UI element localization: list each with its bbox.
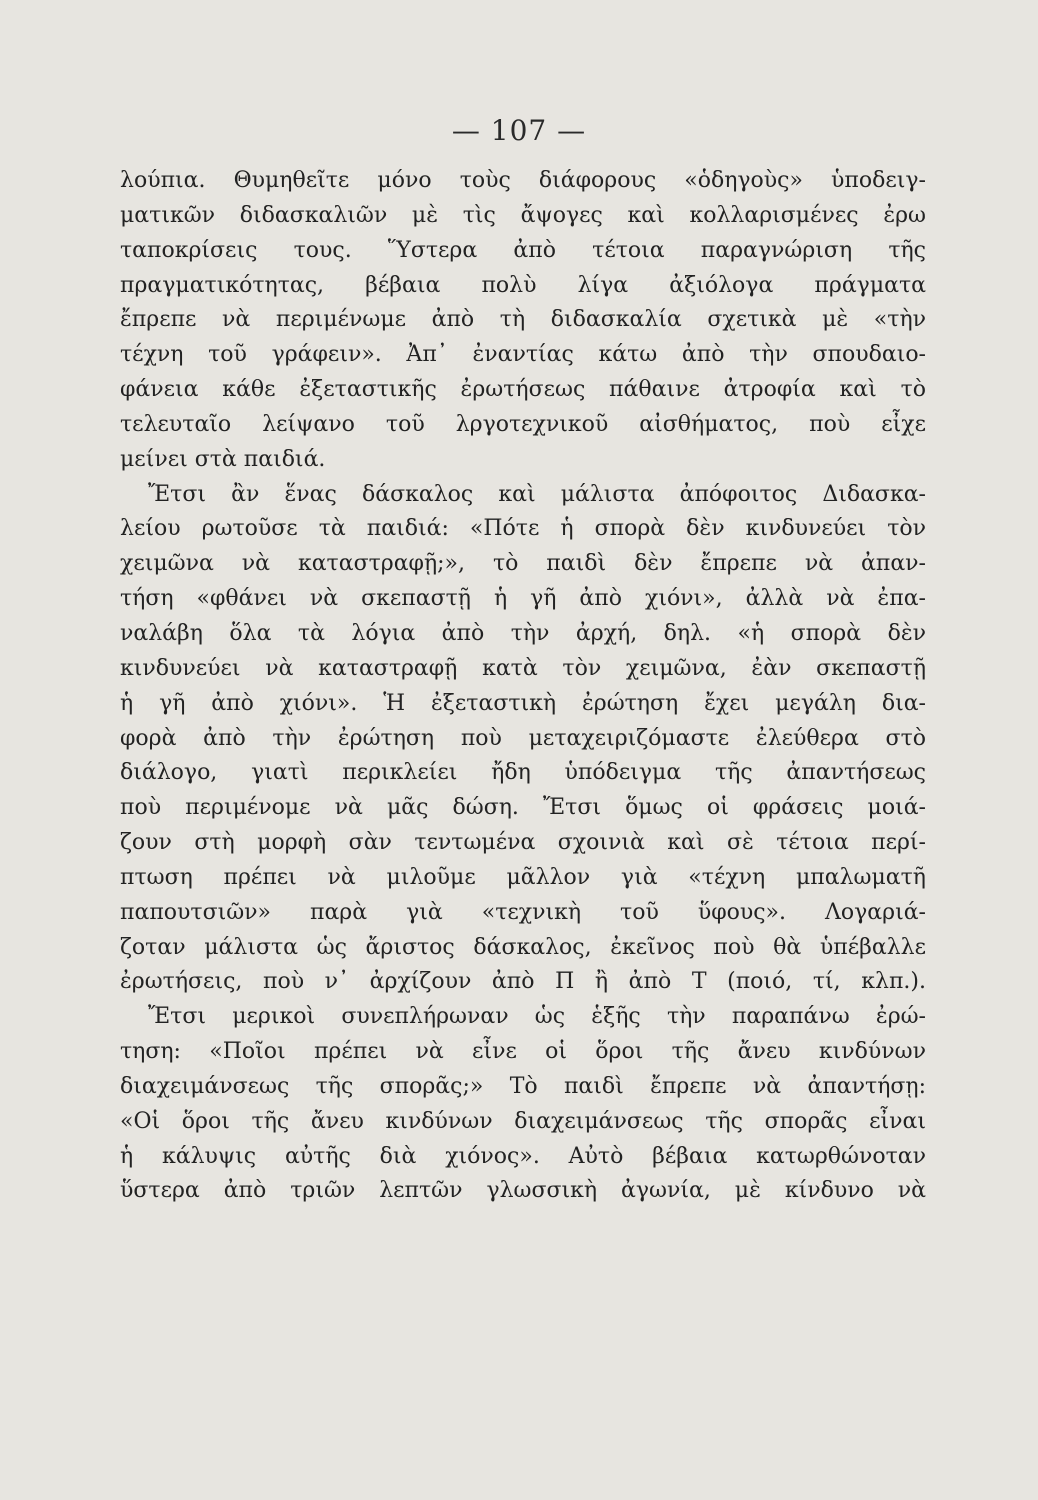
text-line: διαχειμάνσεως τῆς σπορᾶς;» Τὸ παιδὶ ἔπρεπε νὰ ἀπαντήσῃ: <box>120 1073 926 1099</box>
text-line: πτωση πρέπει νὰ μιλοῦμε μᾶλλον γιὰ «τέχνη μπαλωματῆ <box>120 864 926 890</box>
text-line: τήση «φθάνει νὰ σκεπαστῇ ἡ γῆ ἀπὸ χιόνι», ἀλλὰ νὰ ἐπα- <box>120 586 926 612</box>
text-line: Ἔτσι ἂν ἕνας δάσκαλος καὶ μάλιστα ἀπόφοιτος Διδασκα- <box>148 481 926 507</box>
text-line: ματικῶν διδασκαλιῶν μὲ τὶς ἄψογες καὶ κολλαρισμένες ἐρω <box>120 202 926 228</box>
text-line: φορὰ ἀπὸ τὴν ἐρώτηση ποὺ μεταχειριζόμαστε ἐλεύθερα στὸ <box>120 725 926 751</box>
text-line: ναλάβη ὅλα τὰ λόγια ἀπὸ τὴν ἀρχή, δηλ. «ἡ σπορὰ δὲν <box>120 620 926 646</box>
text-line: τέχνη τοῦ γράφειν». Ἀπ᾽ ἐναντίας κάτω ἀπὸ τὴν σπουδαιο- <box>120 342 926 368</box>
text-line: λείου ρωτοῦσε τὰ παιδιά: «Πότε ἡ σπορὰ δὲν κινδυνεύει τὸν <box>120 516 926 542</box>
text-line: κινδυνεύει νὰ καταστραφῇ κατὰ τὸν χειμῶνα, ἐὰν σκεπαστῇ <box>120 655 926 681</box>
text-line: Ἔτσι μερικοὶ συνεπλήρωναν ὡς ἑξῆς τὴν παραπάνω ἐρώ- <box>148 1004 926 1030</box>
text-line: ποὺ περιμένομε νὰ μᾶς δώση. Ἔτσι ὅμως οἱ φράσεις μοιά- <box>120 795 926 821</box>
text-line: παπουτσιῶν» παρὰ γιὰ «τεχνικὴ τοῦ ὕφους». Λογαριά- <box>120 899 926 925</box>
text-line: ἔπρεπε νὰ περιμένωμε ἀπὸ τὴ διδασκαλία σχετικὰ μὲ «τὴν <box>120 307 926 333</box>
text-line: λούπια. Θυμηθεῖτε μόνο τοὺς διάφορους «ὁδηγοὺς» ὑποδειγ- <box>120 168 926 193</box>
text-line: ταποκρίσεις τους. Ὕστερα ἀπὸ τέτοια παραγνώριση τῆς <box>120 237 926 263</box>
text-line: ὕστερα ἀπὸ τριῶν λεπτῶν γλωσσικὴ ἀγωνία, μὲ κίνδυνο νὰ <box>120 1178 926 1204</box>
text-line: διάλογο, γιατὶ περικλείει ἤδη ὑπόδειγμα τῆς ἀπαντήσεως <box>120 760 926 786</box>
body-text <box>120 164 926 1209</box>
text-line: «Οἱ ὅροι τῆς ἄνευ κινδύνων διαχειμάνσεως τῆς σπορᾶς εἶναι <box>120 1108 926 1134</box>
text-line: ἡ γῆ ἀπὸ χιόνι». Ἡ ἐξεταστικὴ ἐρώτηση ἔχει μεγάλη δια- <box>120 690 926 716</box>
text-line: τελευταῖο λείψανο τοῦ λργοτεχνικοῦ αἰσθήματος, ποὺ εἶχε <box>120 411 926 437</box>
page-number: — 107 — <box>451 114 587 147</box>
text-line: ἐρωτήσεις, ποὺ ν᾽ ἀρχίζουν ἀπὸ Π ἢ ἀπὸ Τ (ποιό, τί, κλπ.). <box>120 969 926 995</box>
text-line: ζοταν μάλιστα ὡς ἄριστος δάσκαλος, ἐκεῖνος ποὺ θὰ ὑπέβαλλε <box>120 934 926 960</box>
text-line: μείνει στὰ παιδιά. <box>120 446 326 472</box>
text-line: πραγματικότητας, βέβαια πολὺ λίγα ἀξιόλογα πράγματα <box>120 272 926 298</box>
text-line: τηση: «Ποῖοι πρέπει νὰ εἶνε οἱ ὅροι τῆς ἄνευ κινδύνων <box>120 1039 926 1065</box>
text-line: ζουν στὴ μορφὴ σὰν τεντωμένα σχοινιὰ καὶ σὲ τέτοια περί- <box>120 830 926 856</box>
text-line: φάνεια κάθε ἐξεταστικῆς ἐρωτήσεως πάθαινε ἀτροφία καὶ τὸ <box>120 377 926 403</box>
text-line: ἡ κάλυψις αὐτῆς διὰ χιόνος». Αὐτὸ βέβαια κατωρθώνοταν <box>120 1143 926 1169</box>
text-line: χειμῶνα νὰ καταστραφῇ;», τὸ παιδὶ δὲν ἔπρεπε νὰ ἀπαν- <box>120 551 926 577</box>
